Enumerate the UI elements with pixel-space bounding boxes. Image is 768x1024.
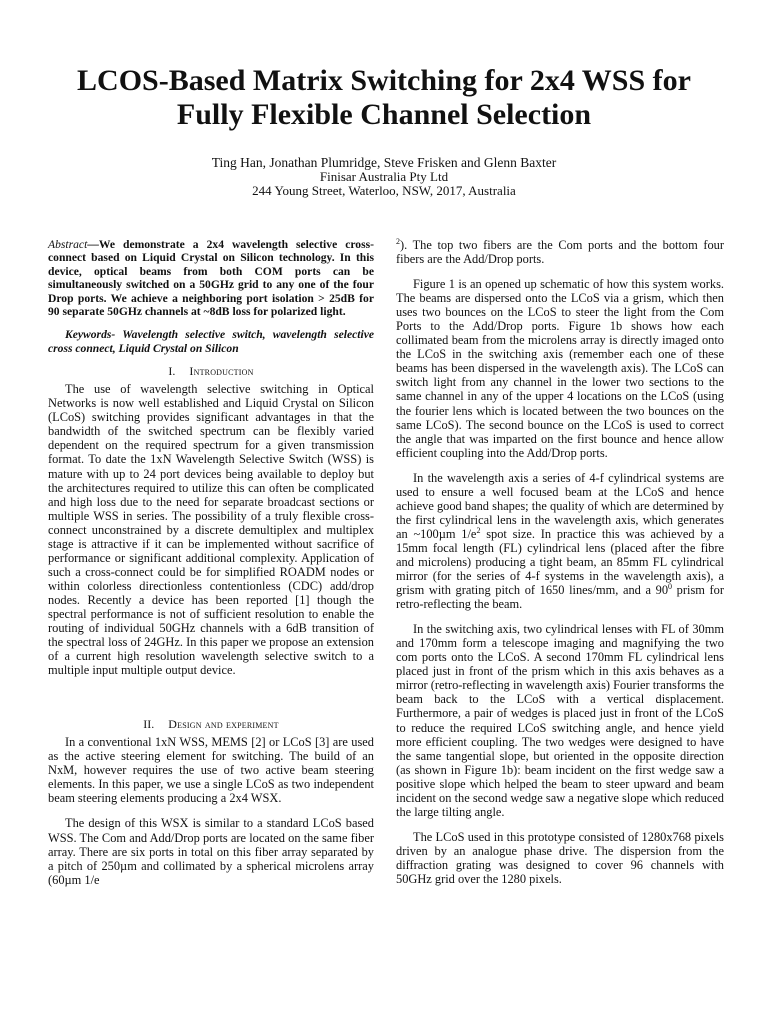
section-title: Design and experiment xyxy=(168,717,279,732)
paragraph-text: spot size. In practice this was achieved by a 15mm focal length (FL) cylindrical lens (placed after the fibre and microlens) producing a tight beam, an 85mm FL cylindrical mirror (for the series of 4-f systems in the wavelength axis), a grism with grating pitch of 1650 lines/mm, and a 90 xyxy=(396,526,724,598)
paragraph: Figure 1 is an opened up schematic of how this system works. The beams are dispersed onto the LCoS via a grism, which then uses two bounces on the LCoS to steer the light from the Com Ports to the Add/Drop ports. Figure 1b shows how each collimated beam from the microlens array is directly imaged onto the LCoS in the switching axis (remember each one of these beams has been dispersed in the wavelength axis). The LCoS can switch light from any channel in the lower two sections to the same channel in any of the upper 4 locations on the LCoS (using the fourier lens which is located between the two bounces on the same LCoS). The second bounce on the LCoS is used to correct the angle that was imparted on the first bounce and hence allow efficient coupling into the Add/Drop ports. xyxy=(396,277,724,460)
paper-title xyxy=(40,64,728,132)
section-heading-introduction xyxy=(48,364,374,378)
paragraph xyxy=(396,471,724,611)
right-column xyxy=(396,238,724,886)
superscript: 2 xyxy=(396,236,400,246)
paragraph: In the switching axis, two cylindrical lenses with FL of 30mm and 170mm form a telescope imaging and magnifying the two com ports onto the LCoS. A second 170mm FL cylindrical lens placed just in front of the prism which in this axis behaves as a mirror (retro-reflecting in wavelength axis) Fourier transforms the beam back to the LCoS with a vertical displacement. Furthermore, a pair of wedges is placed just in front of the LCoS to reduce the required LCoS switching angle, and hence yield more efficient coupling. The two wedges were designed to have the same tangential slope, but oriented in the opposite direction (as shown in Figure 1b): beam incident on the first wedge saw a positive slope which helped the beam to steer upward and beam incident on the second wedge saw a negative slope which reduced the large tilting angle. xyxy=(396,622,724,819)
author-block xyxy=(0,156,768,198)
title-line-1: LCOS-Based Matrix Switching for 2x4 WSS for xyxy=(77,64,691,97)
abstract-lead: Abstract xyxy=(48,238,88,251)
paragraph-text: ). The top two fibers are the Com ports and the bottom four fibers are the Add/Drop ports. xyxy=(396,238,724,267)
paragraph-text: In the wavelength axis a series of 4-f cylindrical systems are used to ensure a well focused beam at the LCoS and hence achieve good band shapes; the quality of which are determined by the first cylindrical lens in the wavelength axis, which generates an ~100µm 1/e xyxy=(396,470,724,541)
section-number: I. xyxy=(168,364,176,379)
paragraph: The LCoS used in this prototype consisted of 1280x768 pixels driven by an analogue phase drive. The dispersion from the diffraction grating was designed to cover 96 channels with 50GHz grid over the 1280 pixels. xyxy=(396,829,724,886)
paragraph xyxy=(48,816,374,886)
left-column xyxy=(48,238,374,887)
superscript: 2 xyxy=(476,525,481,535)
section-number: II. xyxy=(143,717,155,732)
section-title: Introduction xyxy=(189,364,254,379)
superscript: 0 xyxy=(668,581,673,591)
author-names: Ting Han, Jonathan Plumridge, Steve Frisken and Glenn Baxter xyxy=(211,155,557,170)
title-line-2: Fully Flexible Channel Selection xyxy=(176,98,592,131)
paragraph: The use of wavelength selective switching in Optical Networks is now well established and Liquid Crystal on Silicon (LCoS) switching provides significant advantages in that the bandwidth of the switched spectrum can be flexibly varied dependent on the required spectrum for a given transmission format. To date the 1xN Wavelength Selective Switch (WSS) is mature with up to 24 port devices being available to deploy but the architectures required to utilize this can often be complicated and high loss due to the need for separate broadcast sections or multiple WSS in series. The possibility of a truly flexible cross- connect unconstrained by a discrete demultiplex and multiplex stage is attractive if it can be implemented without sacrifice of performance or significant additional complexity. Application of such a cross-connect could be for simplified ROADM nodes or within colorless directionless contentionless (CDC) add/drop nodes. Recently a device has been reported [1] though the spectral performance is not of sufficient resolution to enable the routing of individual 50GHz channels with a 6dB transition of the spectral loss of 24GHz. In this paper we propose an extension of a current high resolution wavelength selective switch to a multiple input multiple output device. xyxy=(48,382,374,678)
affiliation: Finisar Australia Pty Ltd xyxy=(319,169,449,184)
section-heading-design xyxy=(48,717,374,731)
paragraph-text: The design of this WSX is similar to a standard LCoS based WSS. The Com and Add/Drop ports are located on the same fiber array. There are six ports in total on this fiber array separated by a pitch of 250µm and collimated by a spherical microlens array (60µm 1/e xyxy=(48,816,374,887)
paragraph-text: prism for retro-reflecting the beam. xyxy=(396,583,724,612)
address: 244 Young Street, Waterloo, NSW, 2017, Australia xyxy=(252,183,516,198)
abstract-body: —We demonstrate a 2x4 wavelength selective cross-connect based on Liquid Crystal on Silicon technology. In this device, optical beams from both COM ports can be simultaneously switched on a 50GHz grid to any one of the four Drop ports. We achieve a neighboring port isolation > 25dB for 90 separate 50GHz channels at ~8dB loss for polarized light. xyxy=(48,238,374,319)
abstract xyxy=(48,238,374,318)
paragraph: In a conventional 1xN WSS, MEMS [2] or LCoS [3] are used as the active steering element for switching. The build of an NxM, however requires the use of two active beam steering elements. In this paper, we use a single LCoS as two independent beam steering elements producing a 2x4 WSX. xyxy=(48,735,374,806)
paragraph-continuation xyxy=(396,238,724,266)
keywords: Keywords- Wavelength selective switch, wavelength selective cross connect, Liquid Crystal on Silicon xyxy=(48,328,374,355)
